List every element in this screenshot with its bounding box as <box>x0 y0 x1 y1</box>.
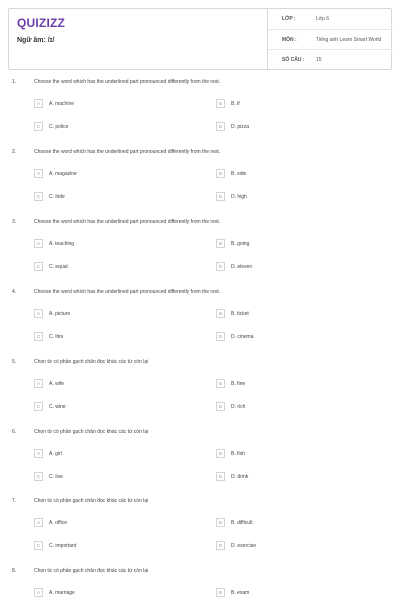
option-text: B. fish <box>231 451 245 457</box>
option-text: A. teaching <box>49 241 75 247</box>
option-letter-box: A <box>34 239 43 248</box>
question-4 <box>0 289 400 359</box>
meta-row-class <box>268 9 393 30</box>
option-text: A. picture <box>49 311 71 317</box>
option-letter-box: D <box>216 122 225 131</box>
option-letter-box: C <box>34 122 43 131</box>
question-number: 5. <box>12 359 17 365</box>
option-letter-box: D <box>216 541 225 550</box>
option-a[interactable] <box>34 379 194 391</box>
option-a[interactable] <box>34 518 194 530</box>
option-a[interactable] <box>34 449 194 461</box>
meta-table <box>267 9 393 69</box>
option-c[interactable] <box>34 262 194 274</box>
question-6 <box>0 429 400 499</box>
option-c[interactable] <box>34 122 194 134</box>
question-number: 1. <box>12 79 17 85</box>
option-letter-box: B <box>216 379 225 388</box>
option-c[interactable] <box>34 472 194 484</box>
option-d[interactable] <box>216 472 376 484</box>
question-number: 2. <box>12 149 17 155</box>
option-letter-box: B <box>216 99 225 108</box>
option-letter-box: C <box>34 472 43 481</box>
question-number: 3. <box>12 219 17 225</box>
option-letter-box: A <box>34 169 43 178</box>
question-1 <box>0 79 400 149</box>
option-text: D. exercise <box>231 543 257 549</box>
option-text: A. wife <box>49 381 65 387</box>
option-text: C. police <box>49 124 69 130</box>
option-text: D. eleven <box>231 264 253 270</box>
option-text: B. difficult <box>231 520 253 526</box>
option-a[interactable] <box>34 239 194 251</box>
option-d[interactable] <box>216 192 376 204</box>
option-text: C. wine <box>49 404 66 410</box>
option-letter-box: C <box>34 262 43 271</box>
option-b[interactable] <box>216 239 376 251</box>
question-text: Chọn từ có phần gạch chân đọc khác các từ còn lại <box>34 429 149 435</box>
worksheet-header <box>8 8 392 70</box>
option-text: D. high <box>231 194 247 200</box>
question-text: Chọn từ có phần gạch chân đọc khác các từ còn lại <box>34 359 149 365</box>
question-number: 6. <box>12 429 17 435</box>
option-text: C. hide <box>49 194 65 200</box>
option-a[interactable] <box>34 309 194 321</box>
option-c[interactable] <box>34 192 194 204</box>
quizizz-logo: QUIZIZZ <box>17 16 66 30</box>
option-text: D. rich <box>231 404 246 410</box>
option-c[interactable] <box>34 402 194 414</box>
meta-row-count <box>268 50 393 70</box>
question-text: Choose the word which has the underlined part pronounced differently from the rest. <box>34 149 221 155</box>
option-text: C. important <box>49 543 77 549</box>
option-text: C. equal <box>49 264 68 270</box>
question-number: 8. <box>12 568 17 574</box>
option-text: B. if <box>231 101 240 107</box>
question-number: 4. <box>12 289 17 295</box>
option-letter-box: B <box>216 518 225 527</box>
option-d[interactable] <box>216 541 376 553</box>
option-d[interactable] <box>216 332 376 344</box>
option-text: B. going <box>231 241 250 247</box>
question-text: Chọn từ có phần gạch chân đọc khác các từ còn lại <box>34 498 149 504</box>
question-2 <box>0 149 400 219</box>
option-text: A. office <box>49 520 67 526</box>
option-text: C. live <box>49 474 63 480</box>
option-letter-box: D <box>216 262 225 271</box>
option-text: D. cinema <box>231 334 254 340</box>
option-letter-box: C <box>34 332 43 341</box>
option-letter-box: C <box>34 192 43 201</box>
question-text: Choose the word which has the underlined part pronounced differently from the rest. <box>34 79 221 85</box>
option-c[interactable] <box>34 332 194 344</box>
option-letter-box: B <box>216 239 225 248</box>
option-text: B. exam <box>231 590 250 596</box>
option-a[interactable] <box>34 588 194 600</box>
option-letter-box: B <box>216 449 225 458</box>
question-3 <box>0 219 400 289</box>
option-b[interactable] <box>216 99 376 111</box>
option-letter-box: A <box>34 99 43 108</box>
option-letter-box: A <box>34 449 43 458</box>
option-b[interactable] <box>216 169 376 181</box>
option-b[interactable] <box>216 588 376 600</box>
option-letter-box: B <box>216 169 225 178</box>
meta-key: LỚP : <box>282 16 296 22</box>
option-text: B. side <box>231 171 247 177</box>
option-b[interactable] <box>216 518 376 530</box>
option-text: C. litre <box>49 334 64 340</box>
option-letter-box: B <box>216 309 225 318</box>
meta-row-subject <box>268 30 393 51</box>
question-7 <box>0 498 400 568</box>
option-letter-box: C <box>34 541 43 550</box>
option-b[interactable] <box>216 449 376 461</box>
option-b[interactable] <box>216 309 376 321</box>
option-text: A. machine <box>49 101 75 107</box>
option-text: D. pizza <box>231 124 250 130</box>
meta-key: MÔN : <box>282 36 297 43</box>
option-d[interactable] <box>216 402 376 414</box>
option-text: B. fine <box>231 381 246 387</box>
option-letter-box: D <box>216 472 225 481</box>
option-letter-box: B <box>216 588 225 597</box>
option-a[interactable] <box>34 169 194 181</box>
option-letter-box: A <box>34 518 43 527</box>
option-letter-box: D <box>216 402 225 411</box>
option-b[interactable] <box>216 379 376 391</box>
option-d[interactable] <box>216 262 376 274</box>
option-letter-box: A <box>34 309 43 318</box>
question-text: Chọn từ có phần gạch chân đọc khác các từ còn lại <box>34 568 149 574</box>
question-text: Choose the word which has the underlined part pronounced differently from the rest. <box>34 289 221 295</box>
question-5 <box>0 359 400 429</box>
option-text: D. drink <box>231 474 249 480</box>
option-text: B. ticket <box>231 311 249 317</box>
option-d[interactable] <box>216 122 376 134</box>
question-number: 7. <box>12 498 17 504</box>
option-c[interactable] <box>34 541 194 553</box>
option-a[interactable] <box>34 99 194 111</box>
worksheet-title: Ngữ âm: /ɪ/ <box>17 37 55 44</box>
option-letter-box: D <box>216 332 225 341</box>
option-text: A. girl <box>49 451 62 457</box>
question-8 <box>0 568 400 600</box>
meta-value: 15 <box>316 57 322 63</box>
meta-value: Lớp 6 <box>316 16 330 22</box>
option-letter-box: D <box>216 192 225 201</box>
option-letter-box: C <box>34 402 43 411</box>
option-letter-box: A <box>34 379 43 388</box>
option-text: A. marriage <box>49 590 75 596</box>
option-text: A. magazine <box>49 171 77 177</box>
option-letter-box: A <box>34 588 43 597</box>
question-text: Choose the word which has the underlined part pronounced differently from the rest. <box>34 219 221 225</box>
meta-value: Tiếng anh Learn Smart World <box>316 36 382 43</box>
meta-key: SỐ CÂU : <box>282 57 305 63</box>
